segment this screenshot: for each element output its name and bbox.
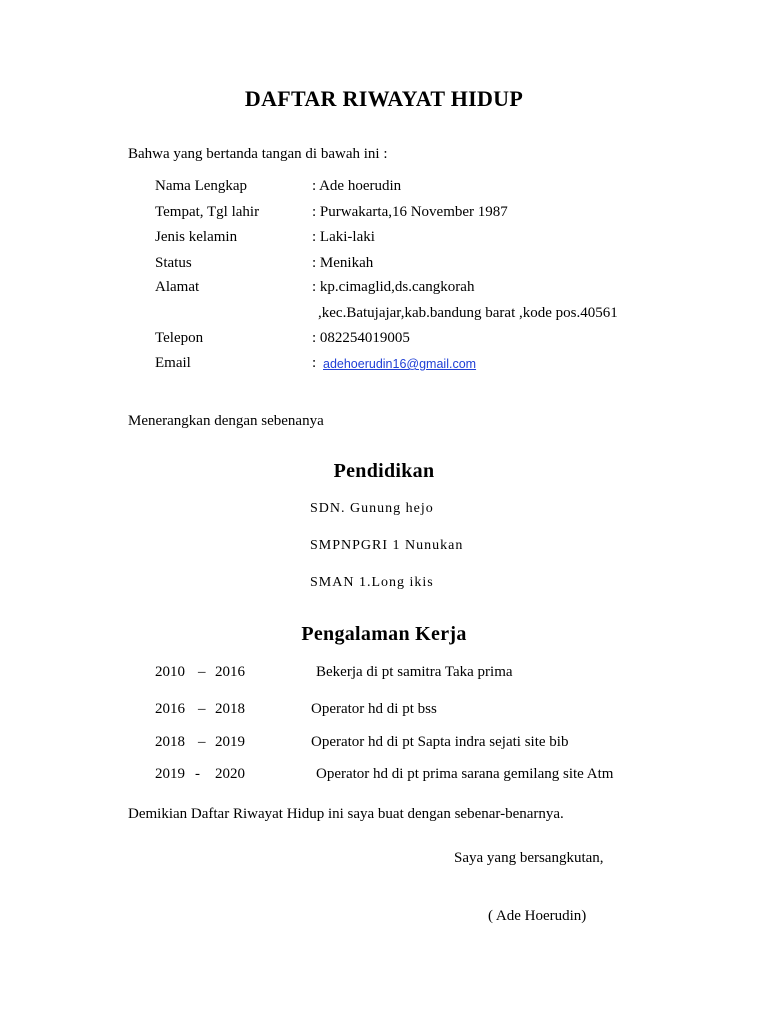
signoff-text: Saya yang bersangkutan, bbox=[454, 850, 604, 866]
experience-separator: – bbox=[198, 664, 206, 680]
value-jenis-kelamin: : Laki-laki bbox=[312, 229, 375, 245]
experience-end-year: 2019 bbox=[215, 734, 245, 750]
signature-name: ( Ade Hoerudin) bbox=[488, 908, 587, 924]
statement-text: Menerangkan dengan sebenanya bbox=[128, 413, 324, 429]
education-item: SMPNPGRI 1 Nunukan bbox=[310, 538, 464, 553]
education-item: SDN. Gunung hejo bbox=[310, 501, 434, 516]
experience-end-year: 2020 bbox=[215, 766, 245, 782]
label-alamat: Alamat bbox=[155, 279, 200, 295]
label-nama: Nama Lengkap bbox=[155, 178, 248, 194]
experience-start-year: 2010 bbox=[155, 664, 185, 680]
label-email: Email bbox=[155, 355, 191, 371]
experience-job: Bekerja di pt samitra Taka prima bbox=[316, 664, 513, 680]
experience-start-year: 2019 bbox=[155, 766, 185, 782]
experience-job: Operator hd di pt bss bbox=[311, 701, 437, 717]
experience-heading: Pengalaman Kerja bbox=[301, 623, 467, 645]
experience-end-year: 2018 bbox=[215, 701, 245, 717]
experience-job: Operator hd di pt Sapta indra sejati site bib bbox=[311, 734, 569, 750]
education-heading: Pendidikan bbox=[333, 460, 435, 482]
education-item: SMAN 1.Long ikis bbox=[310, 575, 434, 590]
experience-end-year: 2016 bbox=[215, 664, 245, 680]
value-alamat-line2: ,kec.Batujajar,kab.bandung barat ,kode pos.40561 bbox=[318, 305, 618, 321]
value-nama: : Ade hoerudin bbox=[312, 178, 402, 194]
experience-job: Operator hd di pt prima sarana gemilang site Atm bbox=[316, 766, 614, 782]
email-link[interactable]: adehoerudin16@gmail.com bbox=[323, 357, 477, 371]
value-alamat-line1: : kp.cimaglid,ds.cangkorah bbox=[312, 279, 475, 295]
email-prefix: : bbox=[312, 355, 317, 371]
experience-start-year: 2018 bbox=[155, 734, 185, 750]
experience-separator: – bbox=[198, 701, 206, 717]
experience-start-year: 2016 bbox=[155, 701, 185, 717]
experience-separator: - bbox=[195, 766, 200, 782]
value-tempat-tgl-lahir: : Purwakarta,16 November 1987 bbox=[312, 204, 508, 220]
closing-text: Demikian Daftar Riwayat Hidup ini saya buat dengan sebenar-benarnya. bbox=[128, 806, 564, 822]
value-telepon: : 082254019005 bbox=[312, 330, 410, 346]
label-status: Status bbox=[155, 255, 192, 271]
page-title: DAFTAR RIWAYAT HIDUP bbox=[244, 86, 524, 111]
label-tempat-tgl-lahir: Tempat, Tgl lahir bbox=[155, 204, 260, 220]
intro-text: Bahwa yang bertanda tangan di bawah ini : bbox=[128, 146, 388, 162]
experience-separator: – bbox=[198, 734, 206, 750]
label-jenis-kelamin: Jenis kelamin bbox=[155, 229, 238, 245]
label-telepon: Telepon bbox=[155, 330, 204, 346]
value-status: : Menikah bbox=[312, 255, 374, 271]
